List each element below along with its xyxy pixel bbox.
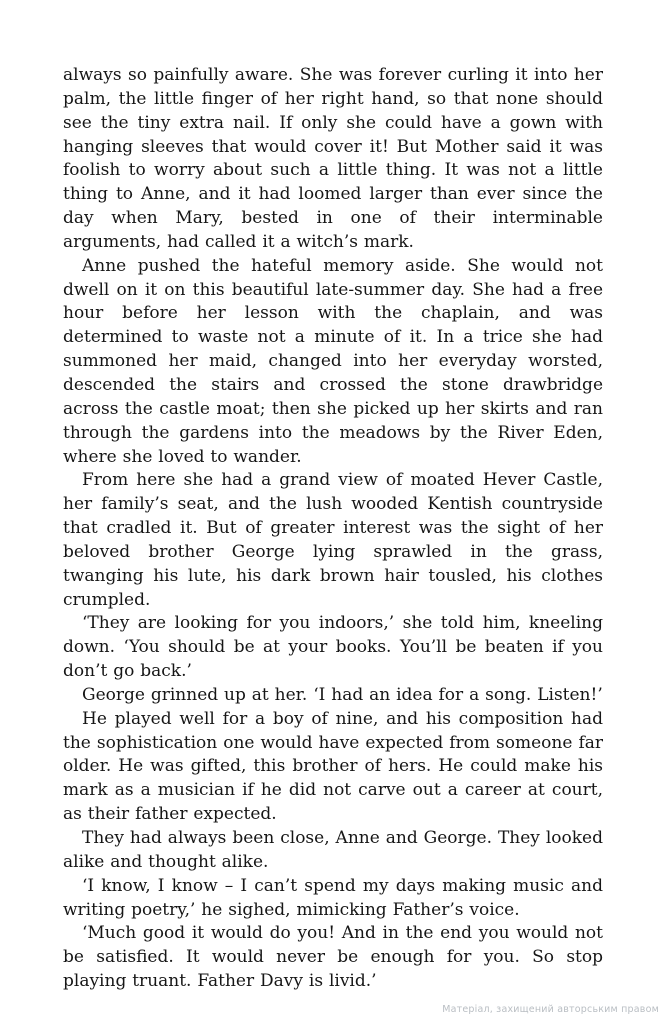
paragraph: ‘They are looking for you indoors,’ she told him, kneeling down. ‘You should be at your books. You’ll be beaten if you don’t go back.’ — [63, 613, 603, 682]
paragraph: He played well for a boy of nine, and his composition had the sophistication one would have expected from someone far older. He was gifted, this brother of hers. He could make his mark as a musician if he did not carve out a career at court, as their father expected. — [63, 708, 603, 825]
paragraph: They had always been close, Anne and George. They looked alike and thought alike. — [63, 828, 603, 872]
copyright-watermark: Матеріал, захищений авторським правом — [442, 1004, 659, 1015]
paragraph: From here she had a grand view of moated Hever Castle, her family’s seat, and the lush wooded Kentish countryside that cradled it. But of greater interest was the sight of her beloved brother George lying sprawled in the grass, twanging his lute, his dark brown hair tousled, his clothes crumpled. — [63, 470, 603, 610]
page-text-block — [63, 64, 603, 994]
paragraph: ‘I know, I know – I can’t spend my days making music and writing poetry,’ he sighed, mimicking Father’s voice. — [63, 875, 603, 920]
paragraph: George grinned up at her. ‘I had an idea for a song. Listen!’ — [82, 684, 603, 705]
paragraph: Anne pushed the hateful memory aside. She would not dwell on it on this beautiful late-summer day. She had a free hour before her lesson with the chaplain, and was determined to waste not a minute of it. In a trice she had summoned her maid, changed into her everyday worsted, descended the stairs and crossed the stone drawbridge across the castle moat; then she picked up her skirts and ran through the gardens into the meadows by the River Eden, where she loved to wander. — [63, 255, 603, 467]
paragraph: ‘Much good it would do you! And in the end you would not be satisfied. It would never be enough for you. So stop playing truant. Father Davy is livid.’ — [63, 923, 603, 992]
paragraph: always so painfully aware. She was forever curling it into her palm, the little finger of her right hand, so that none should see the tiny extra nail. If only she could have a gown with hanging sleeves that would cover it! But Mother said it was foolish to worry about such a little thing. It was not a little thing to Anne, and it had loomed larger than ever since the day when Mary, bested in one of their interminable arguments, had called it a witch’s mark. — [63, 65, 603, 252]
